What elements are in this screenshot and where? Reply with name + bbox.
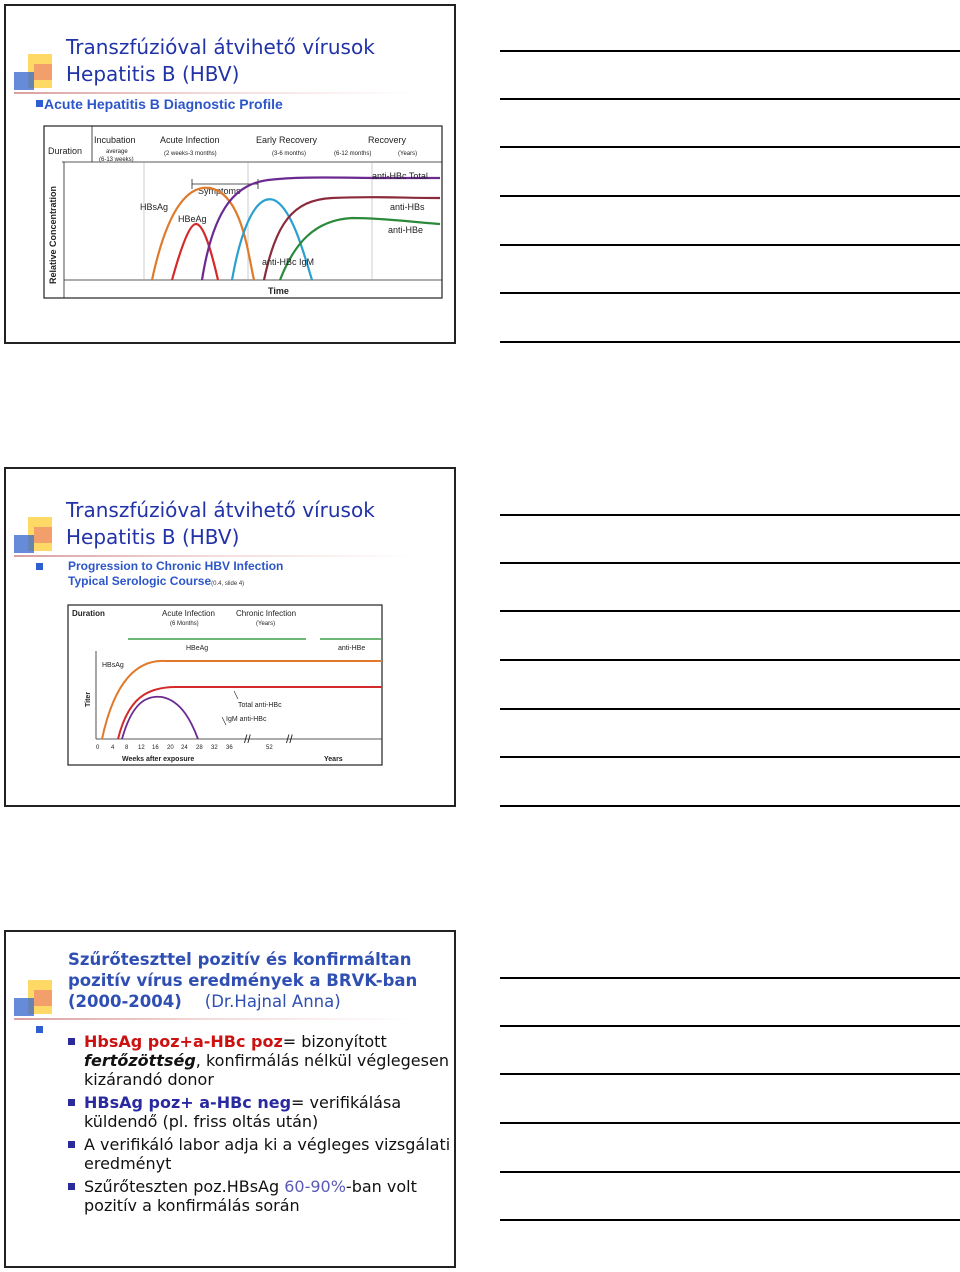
recovery-detail2: (Years) [398, 151, 418, 157]
bullet-item [68, 1032, 456, 1089]
bullet-text: Szűrőteszten poz.HBsAg [84, 1177, 285, 1196]
acute-detail: (2 weeks-3 months) [164, 151, 217, 157]
bullet-item [68, 1135, 456, 1173]
figure-subtitle-small: (0.4, slide 4) [211, 581, 245, 587]
figure-subtitle: Acute Hepatitis B Diagnostic Profile [44, 96, 283, 112]
tick-label: 36 [226, 745, 233, 751]
duration-label: Duration [72, 609, 105, 618]
bullet-square-icon [68, 1183, 75, 1190]
slide-title-line2: Hepatitis B (HBV) [66, 62, 240, 86]
bullet-text: , konfirmálás nélkül véglegesen kizárandó donor [84, 1051, 449, 1089]
bullet-square-icon [68, 1141, 75, 1148]
figure-subtitle-line2: Typical Serologic Course [68, 574, 212, 588]
acute-detail: (6 Months) [170, 621, 199, 627]
tick-label: 4 [111, 745, 115, 751]
anti-hbe-label: anti-HBe [388, 225, 424, 235]
bullet-text: = verifikálása küldendő (pl. friss oltás után) [84, 1093, 402, 1131]
tick-label: 52 [266, 745, 273, 751]
early-recovery-detail: (3-6 months) [272, 151, 307, 157]
tick-label: 0 [96, 745, 100, 751]
bullet-square-icon [68, 1038, 75, 1045]
slide-3 [4, 930, 456, 1268]
bullet-list [68, 1032, 456, 1219]
hbeag-label: HBeAg [186, 645, 209, 652]
anti-hbc-total-label: anti-HBc Total [372, 171, 428, 181]
slide-title [66, 34, 375, 88]
slide-title-line1: Szűrőteszttel pozitív és konfirmáltan [68, 950, 412, 969]
slide-title [66, 497, 375, 551]
chronic-hbv-diagram [66, 603, 384, 767]
acute-infection-label: Acute Infection [162, 609, 215, 618]
bullet-text: A verifikáló labor adja ki a végleges vizsgálati eredményt [84, 1135, 451, 1173]
slide-title-line2: Hepatitis B (HBV) [66, 525, 240, 549]
igm-anti-hbc-label: IgM anti-HBc [226, 716, 267, 723]
axis-break-icon: // [286, 732, 293, 746]
slide-decoration [14, 980, 64, 1030]
tick-label: 24 [181, 745, 188, 751]
axis-break-icon: // [244, 732, 251, 746]
bullet-square-icon [68, 1099, 75, 1106]
bullet-text: -ban volt pozitív a konfirmálás során [84, 1177, 417, 1215]
slide-2 [4, 467, 456, 807]
duration-label: Duration [48, 146, 83, 156]
bullet-highlight: HbsAg poz+a-HBc poz [84, 1032, 283, 1051]
tick-label: 28 [196, 745, 203, 751]
symptoms-label: Symptoms [198, 186, 241, 196]
hbsag-label: HBsAg [102, 662, 124, 669]
bullet-item [68, 1093, 456, 1131]
slide-title-author: (Dr.Hajnal Anna) [204, 992, 341, 1011]
slide-decoration [14, 517, 64, 567]
slide-title-line2: pozitív vírus eredmények a BRVK-ban [68, 971, 418, 990]
figure-subtitle-line1: Progression to Chronic HBV Infection [68, 559, 284, 573]
slide-1 [4, 4, 456, 344]
chronic-infection-label: Chronic Infection [236, 609, 297, 618]
recovery-detail1: (6-12 months) [334, 151, 372, 157]
hbeag-label: HBeAg [178, 214, 207, 224]
incubation-detail1: average [106, 149, 128, 155]
acute-infection-label: Acute Infection [160, 135, 220, 145]
tick-label: 32 [211, 745, 218, 751]
anti-hbe-label: anti-HBe [338, 645, 366, 652]
slide-title-line3: (2000-2004) [68, 992, 182, 1011]
x-axis-label: Time [268, 286, 289, 296]
tick-label: 20 [167, 745, 174, 751]
slide-title-line1: Transzfúzióval átvihető vírusok [66, 498, 375, 522]
figure-subtitle [68, 559, 283, 592]
bullet-emphasis: fertőzöttség [84, 1051, 196, 1070]
total-anti-hbc-label: Total anti-HBc [238, 702, 282, 709]
tick-label: 16 [152, 745, 159, 751]
incubation-label: Incubation [94, 135, 136, 145]
bullet-item [68, 1177, 456, 1215]
tick-label: 8 [125, 745, 129, 751]
tick-label: 12 [138, 745, 145, 751]
anti-hbc-igm-label: anti-HBc IgM [262, 257, 315, 267]
anti-hbs-label: anti-HBs [390, 202, 425, 212]
acute-hbv-diagram [42, 124, 444, 300]
slide-title [68, 949, 453, 1012]
y-axis-label: Relative Concentration [48, 185, 58, 284]
early-recovery-label: Early Recovery [256, 135, 318, 145]
slide-title-line1: Transzfúzióval átvihető vírusok [66, 35, 375, 59]
bullet-highlight: HBsAg poz+ a-HBc neg [84, 1093, 292, 1112]
x-axis-label: Weeks after exposure [122, 756, 195, 763]
recovery-label: Recovery [368, 135, 407, 145]
bullet-highlight: 60-90% [284, 1177, 346, 1196]
hbsag-label: HBsAg [140, 202, 169, 212]
chronic-detail: (Years) [256, 621, 276, 627]
x-axis-label-years: Years [324, 756, 343, 763]
y-axis-label: Titer [85, 691, 92, 707]
bullet-text: = bizonyított [282, 1032, 387, 1051]
incubation-detail2: (6-13 weeks) [99, 157, 134, 163]
